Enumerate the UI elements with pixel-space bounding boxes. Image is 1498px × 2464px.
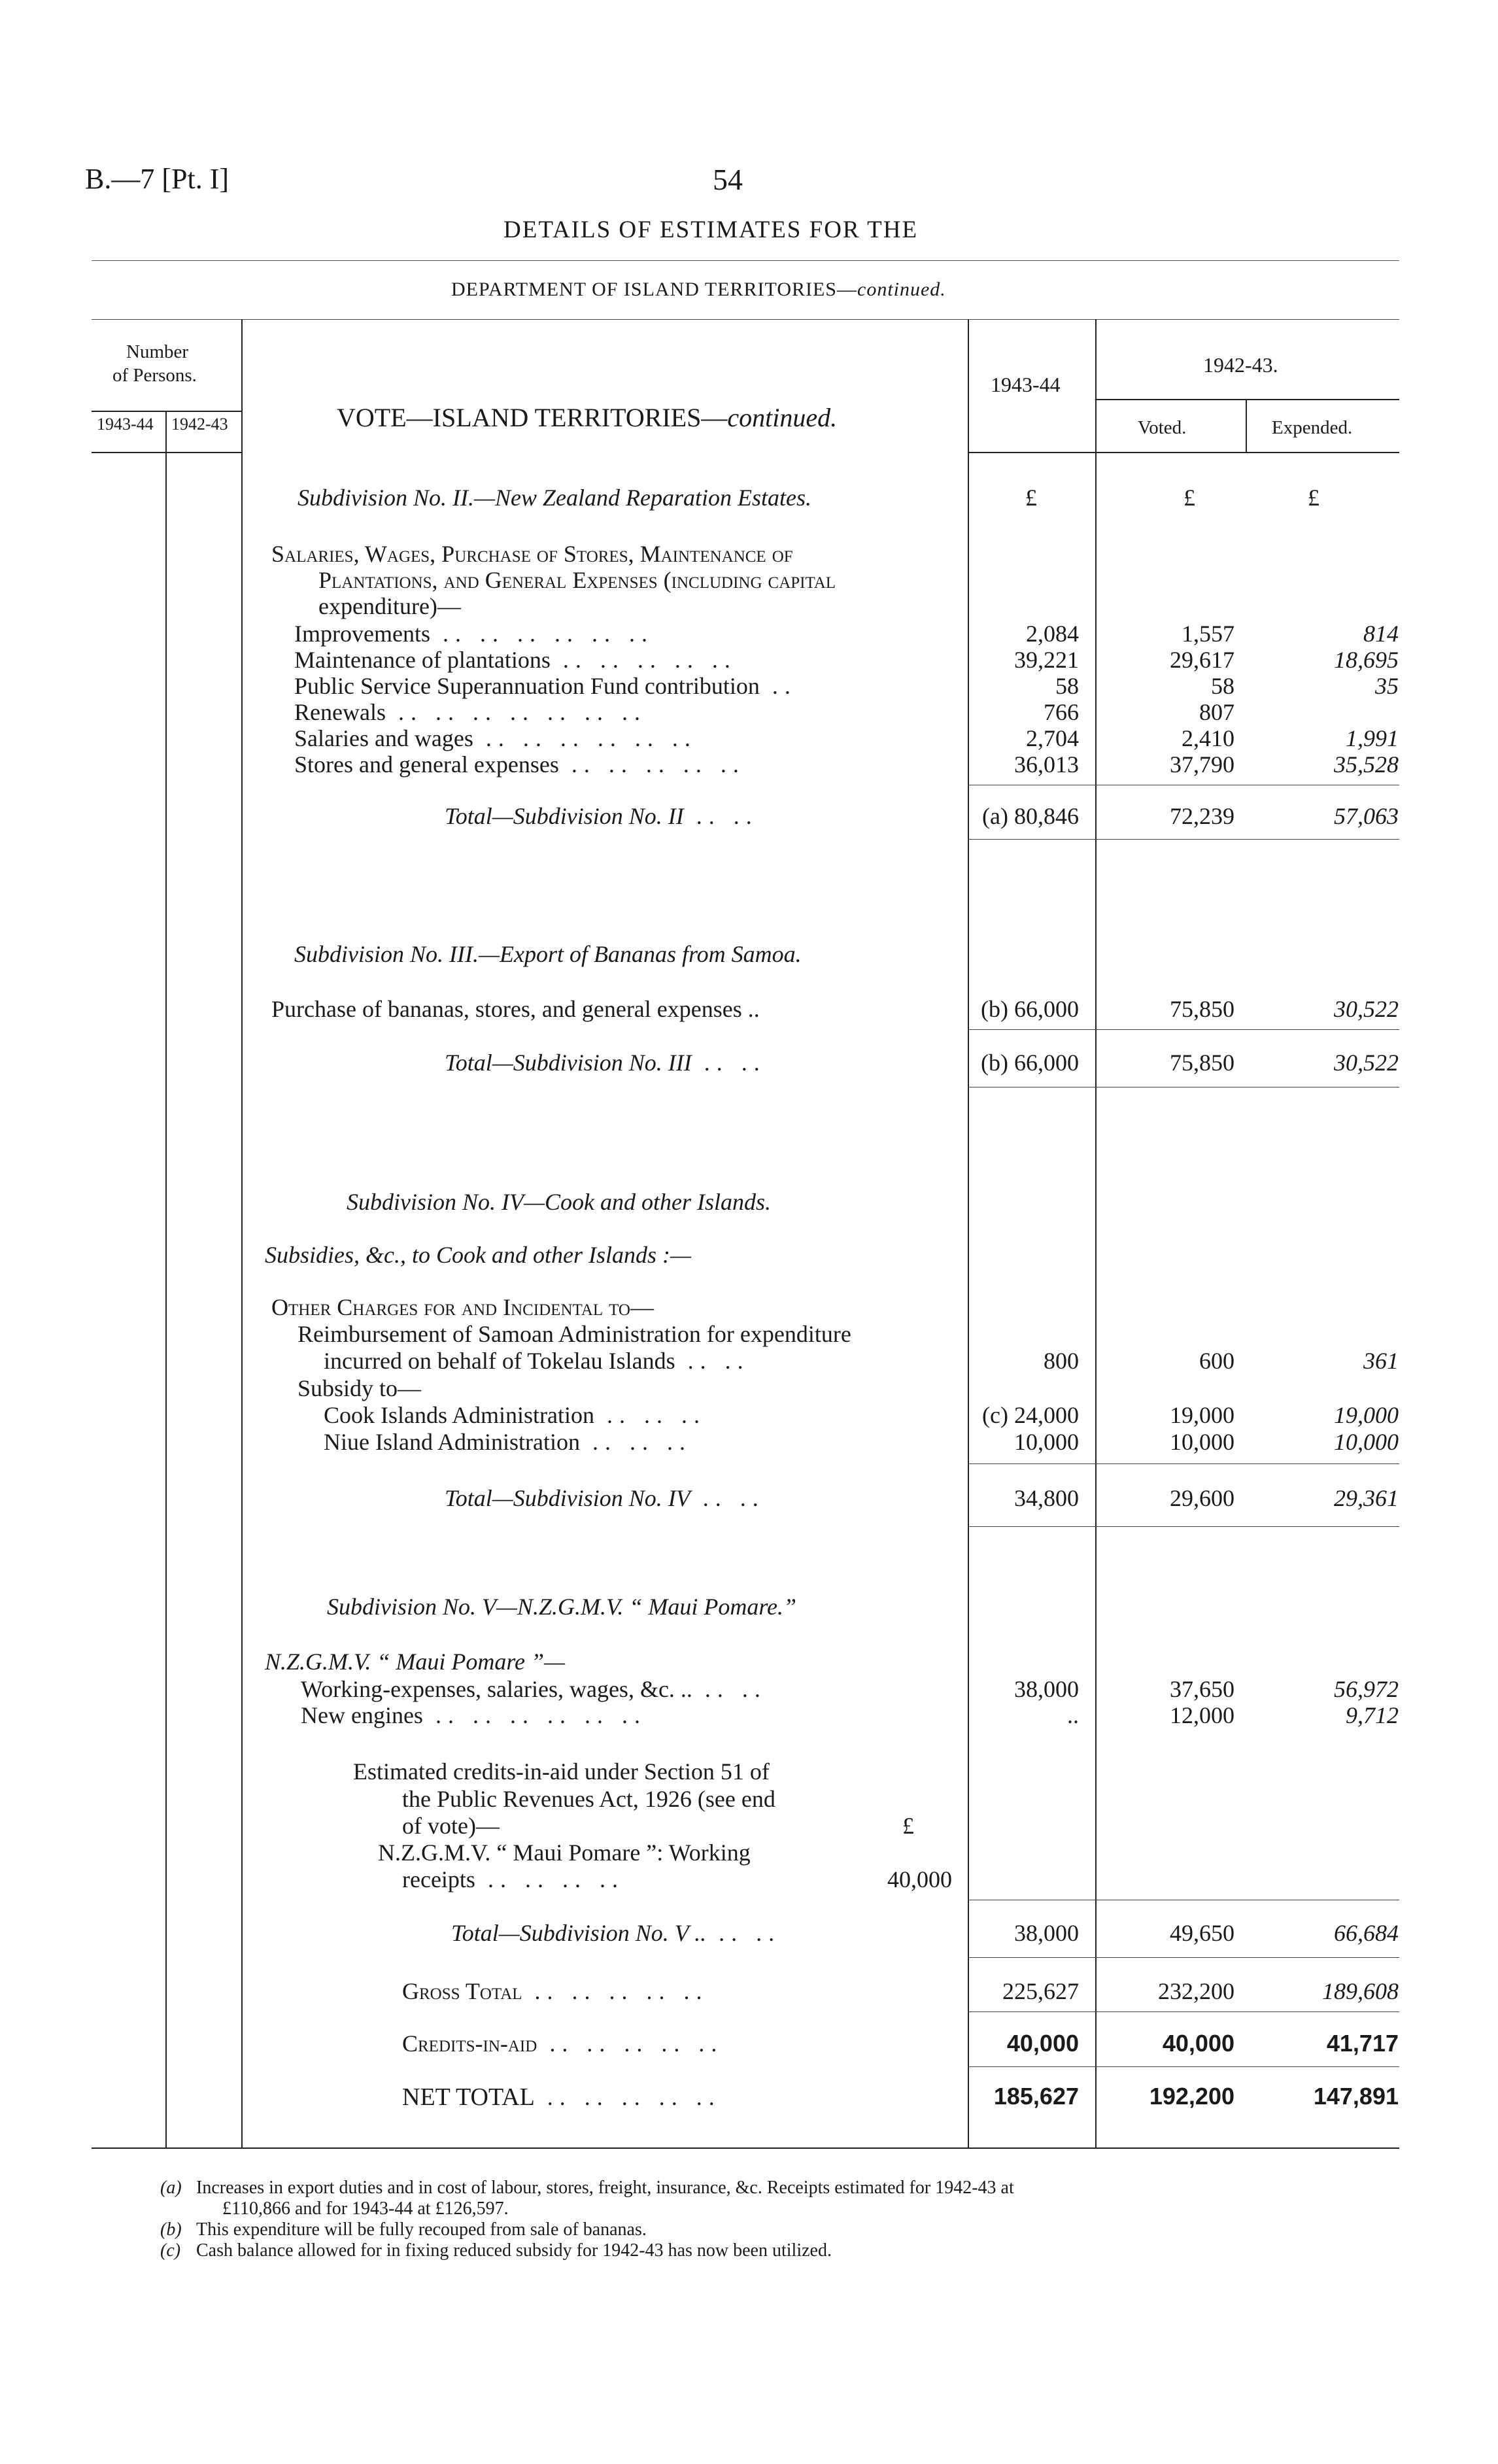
sub3-total-voted: 75,850 <box>1170 1050 1234 1076</box>
net-total-1943: 185,627 <box>993 2083 1079 2110</box>
credits-in-aid-rule <box>968 2066 1399 2067</box>
sub2-row-1943: 39,221 <box>1014 647 1079 673</box>
sub5-credits-pound: £ <box>902 1813 914 1839</box>
sub2-row-label: Salaries and wages .. .. .. .. .. .. <box>294 725 697 751</box>
sub4-reimbursement-line-2: incurred on behalf of Tokelau Islands .. .. <box>324 1348 750 1374</box>
sub5-working-expended: 56,972 <box>1334 1676 1399 1702</box>
sub2-row-expended: 18,695 <box>1334 647 1399 673</box>
column-1942-left-rule <box>1095 319 1097 2147</box>
currency-voted: £ <box>1183 485 1195 511</box>
sub2-row-label: Renewals .. .. .. .. .. .. .. <box>294 699 647 725</box>
sub5-total-bottom-rule <box>968 1957 1399 1958</box>
gross-total-expended: 189,608 <box>1322 1978 1399 2004</box>
persons-year-1942: 1942-43 <box>171 415 228 434</box>
persons-year-1943: 1943-44 <box>97 415 154 434</box>
sub5-credits-line-3: of vote)— <box>402 1813 500 1839</box>
sub4-cook-1943: (c) 24,000 <box>982 1402 1079 1428</box>
vote-title: VOTE—ISLAND TERRITORIES—continued. <box>337 403 838 432</box>
sub5-engines-voted: 12,000 <box>1170 1702 1234 1728</box>
sub4-niue-1943: 10,000 <box>1014 1429 1079 1455</box>
sub4-total-bottom-rule <box>968 1526 1399 1527</box>
gross-total-rule <box>968 2011 1399 2012</box>
sub2-intro-line-2: Plantations, and General Expenses (including capital <box>318 567 836 593</box>
gross-total-1943: 225,627 <box>1002 1978 1079 2004</box>
footnote-c-mark: (c) <box>160 2240 181 2261</box>
sub5-total-voted: 49,650 <box>1170 1920 1234 1946</box>
footnote-b-mark: (b) <box>160 2219 182 2240</box>
sub5-credits-line-4: N.Z.G.M.V. “ Maui Pomare ”: Working <box>378 1839 751 1866</box>
sub4-other-charges: Other Charges for and Incidental to— <box>271 1294 654 1320</box>
sub4-total-1943: 34,800 <box>1014 1485 1079 1511</box>
sub2-row-voted: 2,410 <box>1182 725 1234 751</box>
sub4-cook-expended: 19,000 <box>1334 1402 1399 1428</box>
sub4-total-label: Total—Subdivision No. IV .. .. <box>445 1485 765 1511</box>
sub2-row-expended: 35 <box>1375 673 1399 699</box>
credits-in-aid-expended: 41,717 <box>1326 2030 1399 2057</box>
persons-column-divider <box>165 411 167 2147</box>
sub5-working-1943: 38,000 <box>1014 1676 1079 1702</box>
sub5-engines-expended: 9,712 <box>1346 1702 1399 1728</box>
sub2-total-voted: 72,239 <box>1170 803 1234 829</box>
column-header-voted: Voted. <box>1138 417 1187 438</box>
table-bottom-rule <box>92 2147 1399 2149</box>
sub3-heading: Subdivision No. III.—Export of Bananas from Samoa. <box>294 941 802 967</box>
sub2-row-1943: 36,013 <box>1014 751 1079 778</box>
sub3-total-rule <box>968 1029 1399 1030</box>
currency-expended: £ <box>1308 485 1319 511</box>
sub5-total-1943: 38,000 <box>1014 1920 1079 1946</box>
persons-label-2: of Persons. <box>112 365 197 386</box>
sub2-intro-line-3: expenditure)— <box>318 593 461 619</box>
sub2-row-voted: 58 <box>1211 673 1234 699</box>
sub2-row-expended: 1,991 <box>1346 725 1399 751</box>
sub2-total-expended: 57,063 <box>1334 803 1399 829</box>
sub4-heading: Subdivision No. IV—Cook and other Islands. <box>347 1189 771 1215</box>
footnote-c-text: Cash balance allowed for in fixing reduced subsidy for 1942-43 has now been utilized. <box>196 2240 832 2261</box>
title-rule <box>92 260 1399 261</box>
persons-label-1: Number <box>126 341 189 362</box>
sub4-niue-voted: 10,000 <box>1170 1429 1234 1455</box>
description-column-left-rule <box>241 319 243 2147</box>
sub3-row-label: Purchase of bananas, stores, and general expenses .. <box>271 996 760 1022</box>
footnote-a-text-1: Increases in export duties and in cost of labour, stores, freight, insurance, &c. Receipts estimated for 1942-43 at <box>196 2178 1014 2198</box>
net-total-expended: 147,891 <box>1313 2083 1399 2110</box>
sub2-row-voted: 37,790 <box>1170 751 1234 778</box>
sub4-subsidies: Subsidies, &c., to Cook and other Islands :— <box>265 1242 691 1268</box>
gross-total-voted: 232,200 <box>1158 1978 1234 2004</box>
sub4-total-rule <box>968 1463 1399 1464</box>
sub2-total-label: Total—Subdivision No. II .. .. <box>445 803 758 829</box>
amount-column-left-rule <box>968 319 969 2147</box>
sub4-reimbursement-expended: 361 <box>1363 1348 1399 1374</box>
page-subtitle: DEPARTMENT OF ISLAND TERRITORIES—continued. <box>451 279 946 300</box>
sub3-row-expended: 30,522 <box>1334 996 1399 1022</box>
column-header-1942: 1942-43. <box>1203 353 1278 377</box>
sub5-working-label: Working-expenses, salaries, wages, &c. .. .. .. <box>301 1676 767 1702</box>
sub2-row-voted: 1,557 <box>1182 621 1234 647</box>
sub5-working-voted: 37,650 <box>1170 1676 1234 1702</box>
sub5-total-label: Total—Subdivision No. V .. .. .. <box>451 1920 781 1946</box>
sub2-row-label: Maintenance of plantations .. .. .. .. .. <box>294 647 737 673</box>
sub5-vessel: N.Z.G.M.V. “ Maui Pomare ”— <box>265 1649 566 1675</box>
credits-in-aid-voted: 40,000 <box>1162 2030 1234 2057</box>
net-total-voted: 192,200 <box>1149 2083 1234 2110</box>
sub2-row-1943: 2,704 <box>1026 725 1079 751</box>
sub4-reimbursement-line-1: Reimbursement of Samoan Administration for expenditure <box>298 1321 851 1347</box>
currency-1943: £ <box>1025 485 1037 511</box>
sub2-row-1943: 2,084 <box>1026 621 1079 647</box>
table-top-rule <box>92 319 1399 320</box>
sub4-reimbursement-voted: 600 <box>1199 1348 1234 1374</box>
credits-in-aid-label: Credits-in-aid .. .. .. .. .. <box>402 2030 724 2057</box>
sub5-credits-line-1: Estimated credits-in-aid under Section 51 of <box>353 1758 770 1785</box>
sub5-total-expended: 66,684 <box>1334 1920 1399 1946</box>
sub2-row-label: Stores and general expenses .. .. .. .. .. <box>294 751 745 778</box>
sub4-cook-label: Cook Islands Administration .. .. .. <box>324 1402 706 1428</box>
sub2-total-1943: (a) 80,846 <box>982 803 1079 829</box>
year-1942-rule <box>1095 399 1399 400</box>
footnote-a-text-2: £110,866 and for 1943-44 at £126,597. <box>222 2199 509 2219</box>
sub4-niue-expended: 10,000 <box>1334 1429 1399 1455</box>
footnote-a-mark: (a) <box>160 2178 182 2198</box>
sub2-intro-line-1: Salaries, Wages, Purchase of Stores, Maintenance of <box>271 541 793 567</box>
sub5-engines-label: New engines .. .. .. .. .. .. <box>301 1702 647 1728</box>
amount-header-rule <box>968 452 1399 453</box>
sub3-total-label: Total—Subdivision No. III .. .. <box>445 1050 766 1076</box>
sub2-row-voted: 807 <box>1199 699 1234 725</box>
credits-in-aid-1943: 40,000 <box>1006 2030 1079 2057</box>
sub2-row-1943: 766 <box>1044 699 1079 725</box>
sub5-heading: Subdivision No. V—N.Z.G.M.V. “ Maui Pomare.” <box>327 1594 797 1620</box>
sub4-niue-label: Niue Island Administration .. .. .. <box>324 1429 692 1455</box>
page-number: 54 <box>713 163 743 196</box>
sub2-row-label: Improvements .. .. .. .. .. .. <box>294 621 654 647</box>
sub2-row-expended: 814 <box>1363 621 1399 647</box>
column-header-expended: Expended. <box>1272 417 1353 438</box>
sub3-total-1943: (b) 66,000 <box>981 1050 1079 1076</box>
sub2-row-voted: 29,617 <box>1170 647 1234 673</box>
net-total-label: NET TOTAL .. .. .. .. .. <box>402 2083 721 2111</box>
sub2-row-label: Public Service Superannuation Fund contribution .. <box>294 673 797 699</box>
sub2-heading: Subdivision No. II.—New Zealand Reparation Estates. <box>298 485 811 511</box>
sub4-cook-voted: 19,000 <box>1170 1402 1234 1428</box>
sub4-total-voted: 29,600 <box>1170 1485 1234 1511</box>
sub3-row-1943: (b) 66,000 <box>981 996 1079 1022</box>
sub5-credits-line-2: the Public Revenues Act, 1926 (see end <box>402 1786 775 1812</box>
sub2-row-1943: 58 <box>1055 673 1079 699</box>
sub3-row-voted: 75,850 <box>1170 996 1234 1022</box>
gross-total-label: Gross Total .. .. .. .. .. <box>402 1978 709 2004</box>
sub5-engines-1943: .. <box>1067 1702 1079 1728</box>
page-title: DETAILS OF ESTIMATES FOR THE <box>503 216 919 243</box>
sub3-total-expended: 30,522 <box>1334 1050 1399 1076</box>
sub2-row-expended: 35,528 <box>1334 751 1399 778</box>
footnote-b-text: This expenditure will be fully recouped from sale of bananas. <box>196 2219 647 2240</box>
document-reference: B.—7 [Pt. I] <box>85 163 229 195</box>
voted-expended-divider <box>1246 399 1247 452</box>
sub4-total-expended: 29,361 <box>1334 1485 1399 1511</box>
sub5-credits-line-5: receipts .. .. .. .. <box>402 1866 624 1892</box>
sub2-total-bottom-rule <box>968 839 1399 840</box>
column-header-1943: 1943-44 <box>991 373 1061 396</box>
sub4-subsidy-to: Subsidy to— <box>298 1375 422 1401</box>
sub5-credits-amount: 40,000 <box>887 1866 952 1892</box>
sub4-reimbursement-1943: 800 <box>1044 1348 1079 1374</box>
